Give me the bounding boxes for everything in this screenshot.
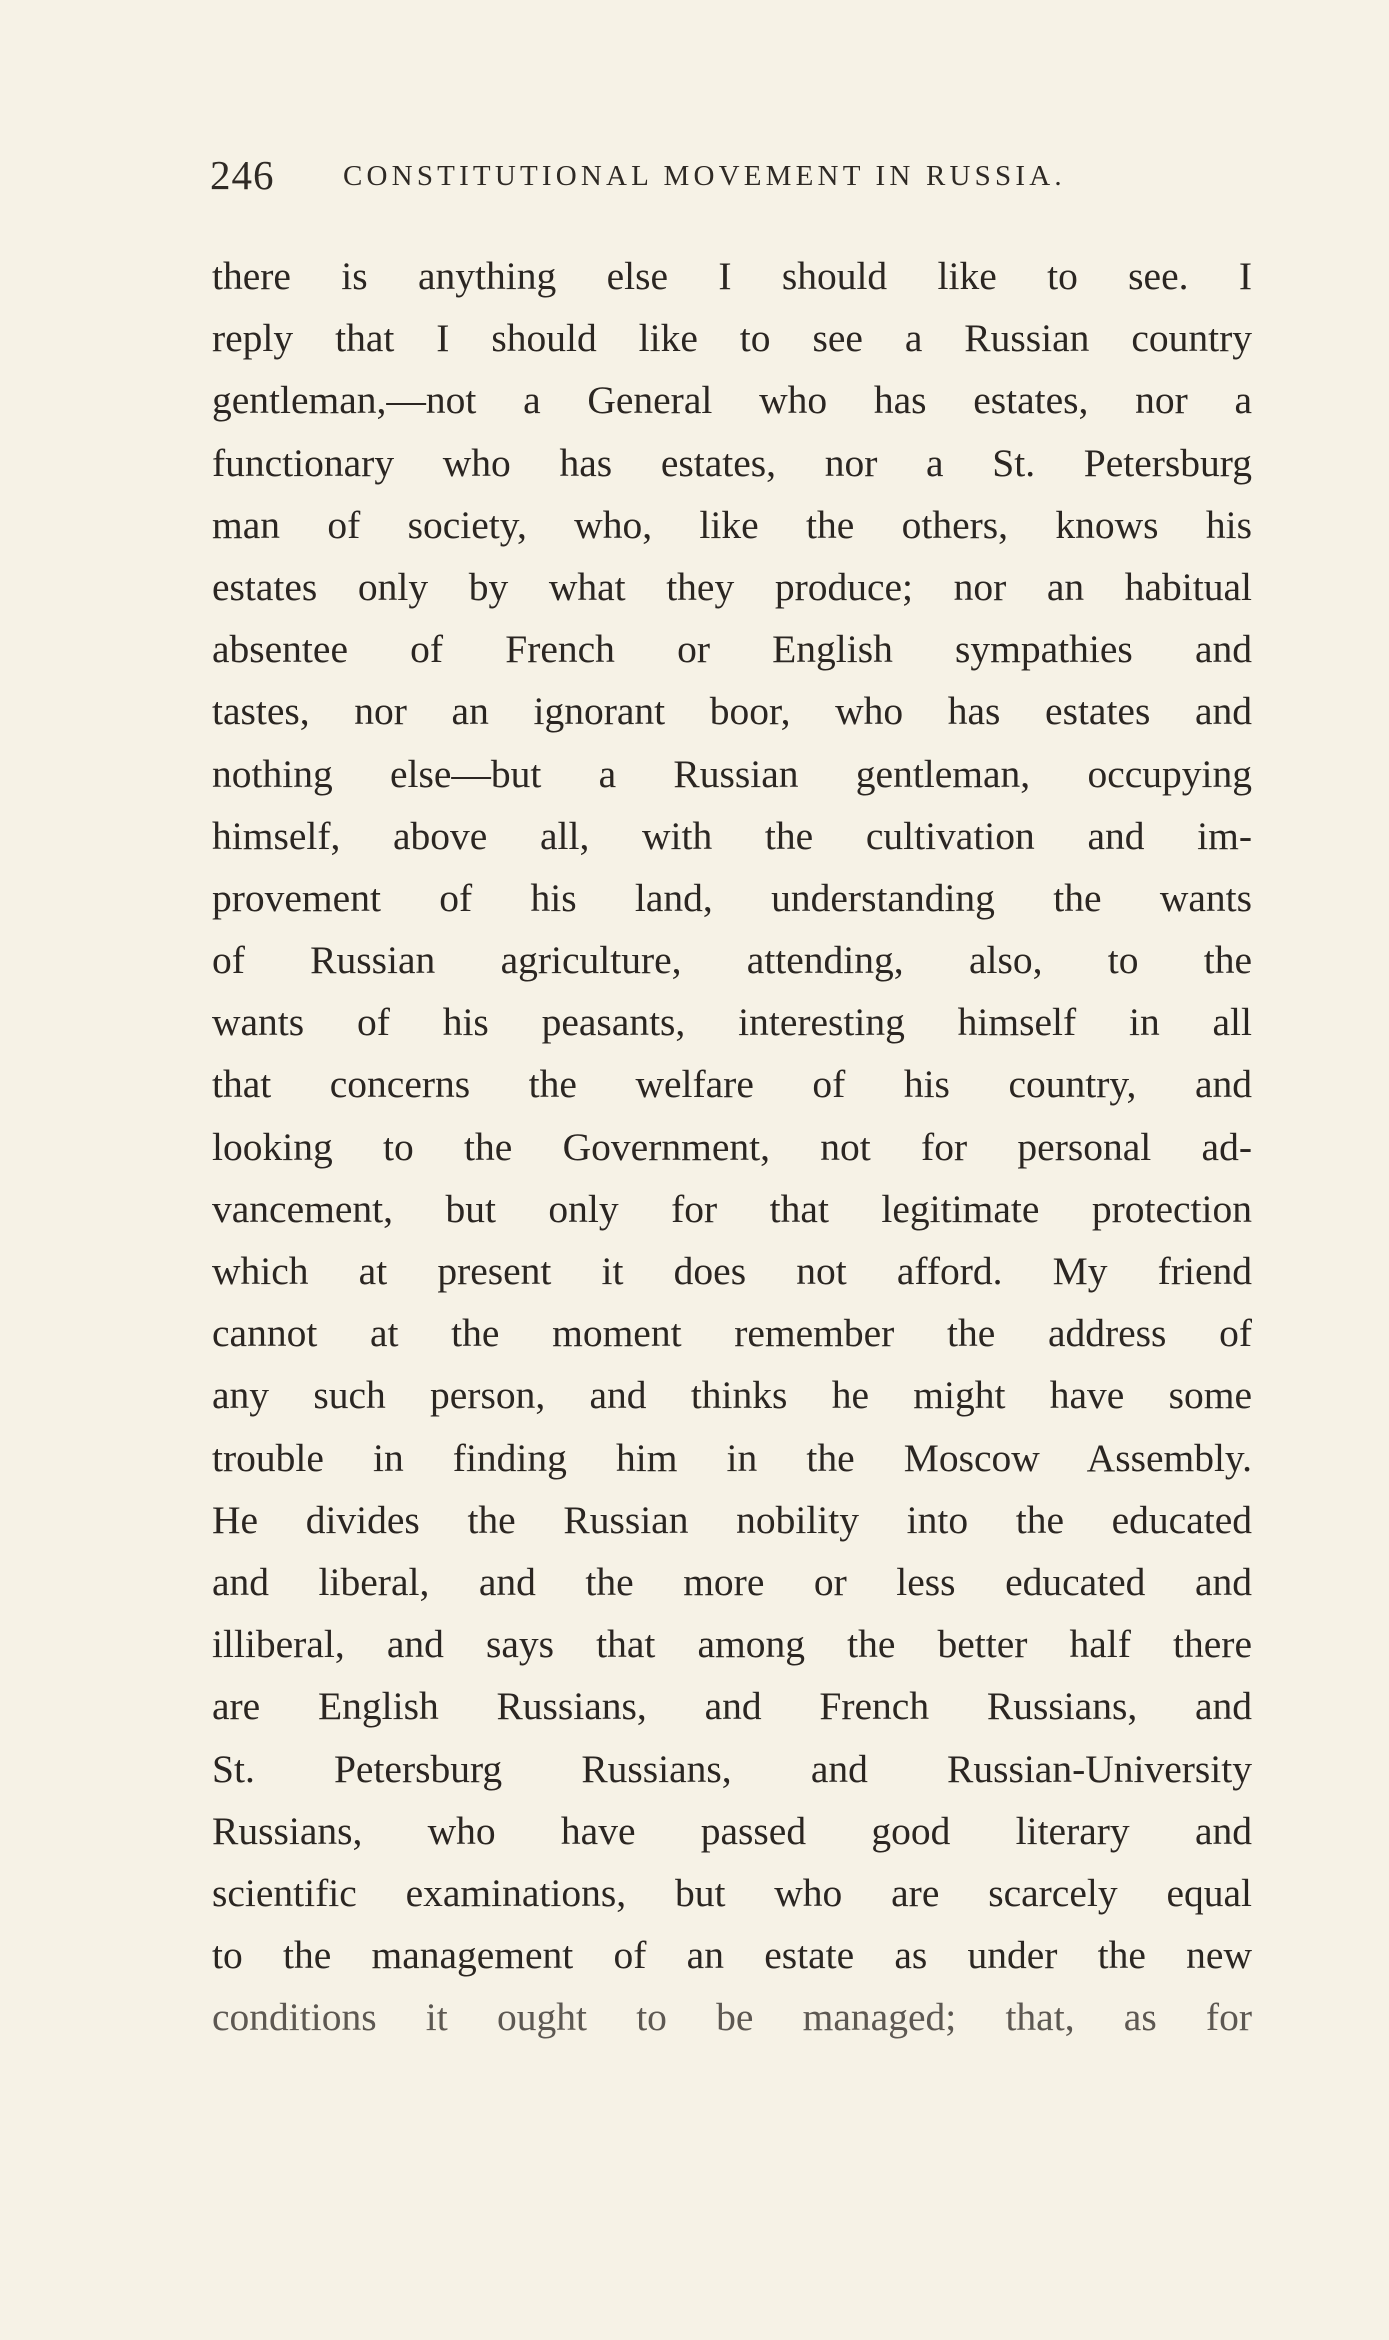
text-line: He divides the Russian nobility into the educated [212,1497,1252,1542]
text-line: St. Petersburg Russians, and Russian-University [212,1746,1252,1791]
text-line: cannot at the moment remember the address of [212,1311,1252,1356]
text-line: that concerns the welfare of his country, and [212,1062,1252,1107]
running-head [210,150,1210,200]
text-line: reply that I should like to see a Russian country [212,316,1252,361]
text-line: functionary who has estates, nor a St. Petersburg [212,440,1252,485]
text-line: wants of his peasants, interesting himself in all [212,1000,1252,1045]
text-line: provement of his land, understanding the wants [212,875,1252,920]
running-title: CONSTITUTIONAL MOVEMENT IN RUSSIA. [343,160,1066,192]
text-line: are English Russians, and French Russians, and [212,1684,1252,1729]
text-line: scientific examinations, but who are scarcely equal [212,1870,1252,1915]
text-line: Russians, who have passed good literary and [212,1808,1252,1853]
text-line: looking to the Government, not for personal ad- [212,1124,1252,1169]
text-line: illiberal, and says that among the better half there [212,1622,1252,1667]
body-text [212,245,1252,2048]
text-line: and liberal, and the more or less educated and [212,1559,1252,1604]
page-number: 246 [210,152,275,198]
text-line: man of society, who, like the others, knows his [212,502,1252,547]
text-line: tastes, nor an ignorant boor, who has estates and [212,689,1252,734]
text-line: gentleman,—not a General who has estates, nor a [212,378,1252,423]
text-line: nothing else—but a Russian gentleman, occupying [212,751,1252,796]
text-line: estates only by what they produce; nor an habitual [212,564,1252,609]
text-line: vancement, but only for that legitimate protection [212,1186,1252,1231]
text-line: of Russian agriculture, attending, also, to the [212,938,1252,983]
text-line: there is anything else I should like to see. I [212,254,1252,298]
text-line: trouble in finding him in the Moscow Assembly. [212,1435,1252,1480]
text-line: conditions it ought to be managed; that, as for [212,1995,1252,2040]
text-line: himself, above all, with the cultivation and im- [212,813,1252,858]
text-line: absentee of French or English sympathies and [212,627,1252,672]
text-line: any such person, and thinks he might have some [212,1373,1252,1418]
text-line: to the management of an estate as under the new [212,1933,1252,1978]
text-line: which at present it does not afford. My friend [212,1249,1252,1293]
